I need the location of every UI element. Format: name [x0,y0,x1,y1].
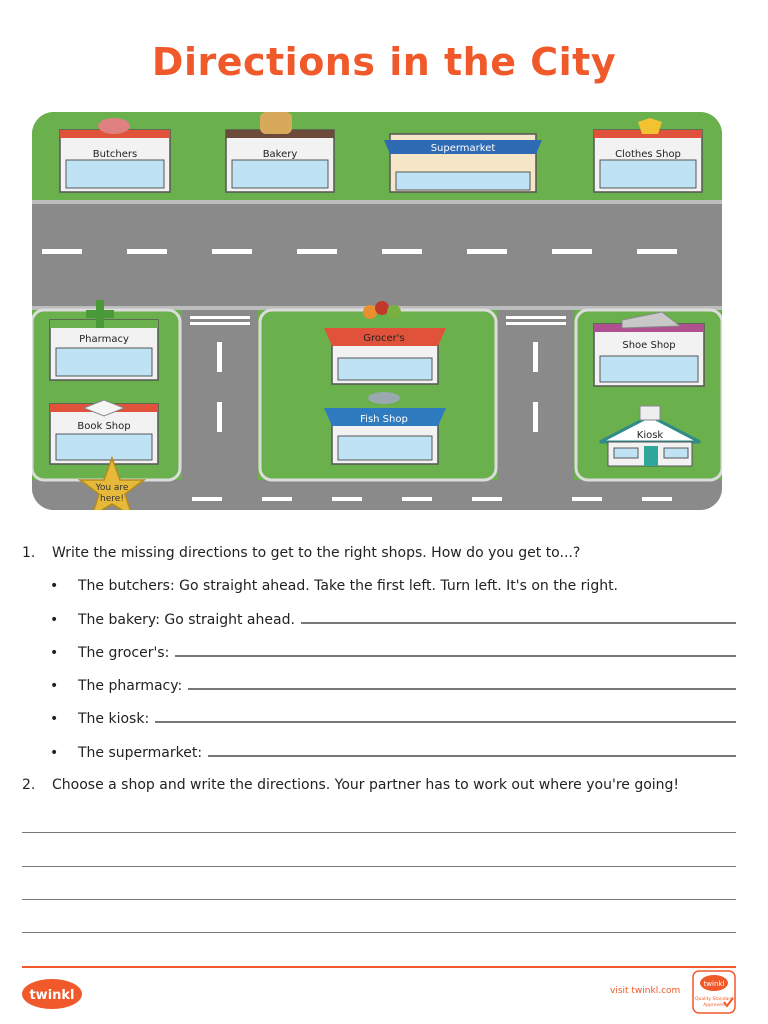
bullet-pharmacy-label: The pharmacy: [78,678,183,694]
answer-line-bakery[interactable] [301,622,736,624]
meat-icon [98,118,130,134]
city-map [32,112,722,510]
butchers-label: Butchers [92,149,138,160]
supermarket-shop [384,134,542,192]
answer-line-supermarket[interactable] [208,755,736,757]
bullet-grocers-label: The grocer's: [78,645,170,661]
you-are-here-text-1: You are [95,483,129,493]
main-road [32,200,722,310]
bullet-bakery: • The bakery: Go straight ahead. [50,612,736,628]
supermarket-label: Supermarket [430,143,496,154]
question-1-text: Write the missing directions to get to the right shops. How do you get to...? [52,545,581,561]
footer-divider [22,966,736,968]
svg-text:Approved: Approved [703,1003,725,1008]
book-shop-label: Book Shop [77,421,131,432]
fish-icon [368,392,400,404]
bullet-butchers-label: The butchers: Go straight ahead. Take the first left. Turn left. It's on the right. [78,578,619,594]
visit-link[interactable]: visit twinkl.com [610,986,681,996]
kiosk-label: Kiosk [636,430,664,441]
bullet-kiosk: • The kiosk: [50,711,736,727]
svg-text:Quality Standard: Quality Standard [695,997,733,1002]
question-1 [22,545,580,561]
twinkl-logo-text: twinkl [29,988,75,1003]
writing-line-4[interactable] [22,932,736,933]
vegetables-icon [363,305,377,319]
bullet-grocers: • The grocer's: [50,645,736,661]
fish-shop-label: Fish Shop [360,414,408,425]
question-2-number: 2. [22,777,36,793]
bullet-butchers: • The butchers: Go straight ahead. Take the first left. Turn left. It's on the right. [50,578,619,594]
shoe-shop-label: Shoe Shop [622,340,676,351]
book-shop [50,400,158,464]
bullet-pharmacy: • The pharmacy: [50,678,736,694]
bread-icon [260,112,292,134]
question-1-number: 1. [22,545,36,561]
clothes-label: Clothes Shop [615,149,681,160]
bullet-bakery-label: The bakery: Go straight ahead. [78,612,295,628]
pharmacy-label: Pharmacy [79,334,129,345]
svg-text:twinkl: twinkl [703,980,725,988]
question-2 [22,777,679,793]
answer-line-pharmacy[interactable] [188,688,736,690]
bullet-kiosk-label: The kiosk: [78,711,150,727]
bakery-label: Bakery [262,149,298,160]
bullet-supermarket: • The supermarket: [50,745,736,761]
you-are-here-text-2: here! [100,494,124,504]
grocers-label: Grocer's [363,333,405,344]
writing-line-3[interactable] [22,899,736,900]
question-2-text: Choose a shop and write the directions. Your partner has to work out where you're going! [52,777,680,793]
writing-line-2[interactable] [22,866,736,867]
answer-line-kiosk[interactable] [155,721,736,723]
answer-line-grocers[interactable] [175,655,736,657]
bullet-supermarket-label: The supermarket: [78,745,203,761]
quality-standard-badge [692,970,736,1014]
twinkl-logo[interactable] [20,976,84,1010]
page-title: Directions in the City [151,40,617,84]
newspaper-icon [640,406,660,420]
writing-line-1[interactable] [22,832,736,833]
